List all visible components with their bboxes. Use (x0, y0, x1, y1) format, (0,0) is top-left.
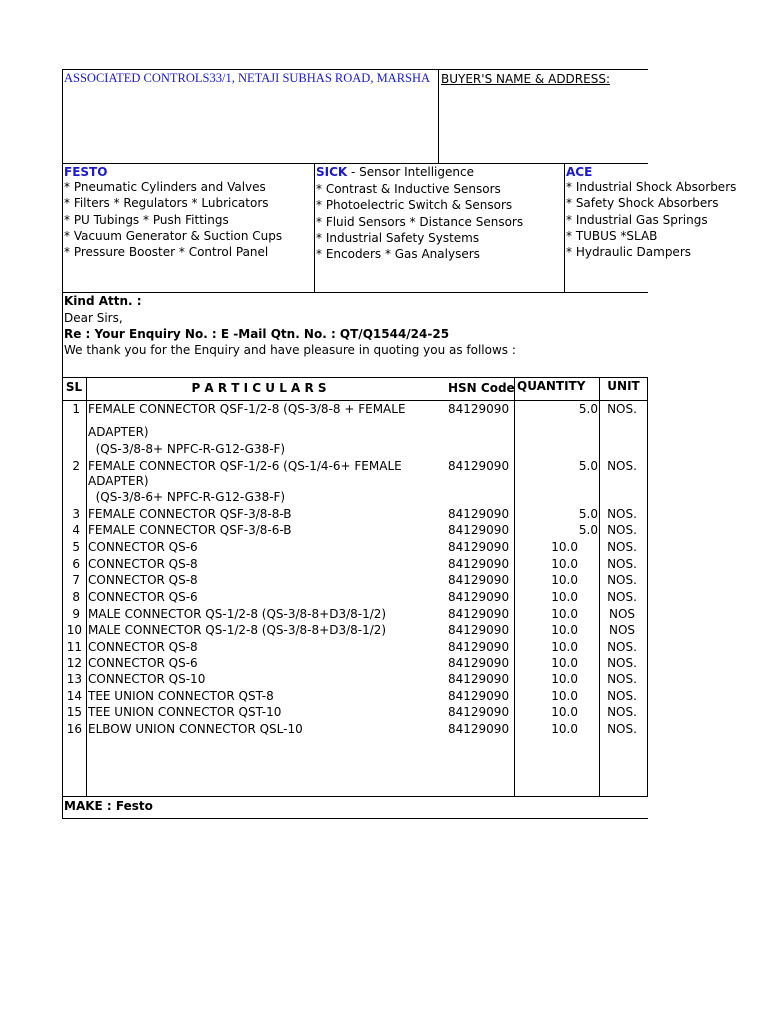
row-desc-cont: ADAPTER) (88, 425, 149, 439)
row-hsn: 84129090 (448, 557, 510, 571)
row-sl: 4 (72, 523, 80, 537)
row-hsn: 84129090 (448, 573, 510, 587)
row-hsn: 84129090 (448, 689, 510, 703)
row-unit: NOS (608, 623, 636, 637)
row-hsn: 84129090 (448, 722, 510, 736)
row-qty: 10.0 (551, 607, 578, 621)
row-unit: NOS. (607, 459, 637, 473)
row-hsn: 84129090 (448, 459, 510, 473)
row-desc: FEMALE CONNECTOR QSF-3/8-8-B (88, 507, 292, 521)
table-right-border (647, 377, 648, 797)
seller-buyer-divider (438, 69, 439, 164)
row-unit: NOS. (607, 705, 637, 719)
row-unit: NOS. (607, 557, 637, 571)
col-divider-sl (86, 377, 87, 797)
row-sl: 12 (66, 656, 82, 670)
table-bottom-border (62, 796, 648, 797)
row-qty: 10.0 (551, 573, 578, 587)
brand-ace-line: * TUBUS *SLAB (566, 229, 658, 243)
brand-festo-line: * Vacuum Generator & Suction Cups (64, 229, 283, 243)
greeting: Dear Sirs, (64, 311, 123, 325)
row-desc: CONNECTOR QS-8 (88, 557, 198, 571)
brand-ace-line: * Hydraulic Dampers (566, 245, 691, 259)
brand-ace-name: ACE (566, 165, 593, 179)
brand-festo-line: * Filters * Regulators * Lubricators (64, 196, 269, 210)
row-qty: 10.0 (551, 705, 578, 719)
row-hsn: 84129090 (448, 590, 510, 604)
row-unit: NOS. (607, 689, 637, 703)
header-quantity: QUANTITY (517, 379, 586, 393)
row-desc: ELBOW UNION CONNECTOR QSL-10 (88, 722, 303, 736)
row-qty: 10.0 (551, 689, 578, 703)
row-desc: MALE CONNECTOR QS-1/2-8 (QS-3/8-8+D3/8-1/2) (88, 607, 387, 621)
row-desc: FEMALE CONNECTOR QSF-1/2-6 (QS-1/4-6+ FEMALE (88, 459, 402, 473)
row-desc-cont: (QS-3/8-6+ NPFC-R-G12-G38-F) (88, 490, 286, 504)
thanks-line: We thank you for the Enquiry and have pleasure in quoting you as follows : (64, 343, 516, 357)
seller-name: ASSOCIATED CONTROLS33/1, NETAJI SUBHAS ROAD, MARSHA (64, 71, 431, 85)
make-bottom-border (62, 818, 648, 819)
row-unit: NOS. (607, 523, 637, 537)
row-sl: 14 (66, 689, 82, 703)
reference-line: Re : Your Enquiry No. : E -Mail Qtn. No. : QT/Q1544/24-25 (64, 327, 450, 341)
header-unit: UNIT (607, 379, 640, 393)
row-sl: 16 (66, 722, 82, 736)
row-hsn: 84129090 (448, 523, 510, 537)
row-qty: 10.0 (551, 590, 578, 604)
row-sl: 13 (66, 672, 82, 686)
row-qty: 10.0 (551, 640, 578, 654)
row-qty: 10.0 (551, 540, 578, 554)
kind-attn: Kind Attn. : (64, 294, 142, 308)
row-desc: TEE UNION CONNECTOR QST-10 (88, 705, 282, 719)
row-qty: 5.0 (578, 402, 598, 416)
row-sl: 6 (72, 557, 80, 571)
brand-sick-line: * Photoelectric Switch & Sensors (316, 198, 513, 212)
brand-sick-tagline: - Sensor Intelligence (347, 165, 474, 179)
row-unit: NOS. (607, 672, 637, 686)
brand-festo-line: * Pressure Booster * Control Panel (64, 245, 269, 259)
row-hsn: 84129090 (448, 705, 510, 719)
row-qty: 10.0 (551, 672, 578, 686)
brand-divider-1 (314, 163, 315, 292)
row-qty: 10.0 (551, 623, 578, 637)
row-unit: NOS. (607, 656, 637, 670)
header-hsn: HSN Code (448, 381, 515, 395)
brand-divider-2 (564, 163, 565, 292)
row-unit: NOS. (607, 507, 637, 521)
row-hsn: 84129090 (448, 402, 510, 416)
row-desc: CONNECTOR QS-6 (88, 590, 198, 604)
row-qty: 10.0 (551, 656, 578, 670)
row-qty: 5.0 (578, 459, 598, 473)
row-hsn: 84129090 (448, 640, 510, 654)
row-desc: CONNECTOR QS-10 (88, 672, 206, 686)
header-particulars: P A R T I C U L A R S (191, 381, 327, 395)
brand-ace-line: * Industrial Shock Absorbers (566, 180, 737, 194)
row-desc: FEMALE CONNECTOR QSF-1/2-8 (QS-3/8-8 + FEMALE (88, 402, 406, 416)
row-desc: TEE UNION CONNECTOR QST-8 (88, 689, 274, 703)
row-qty: 5.0 (578, 507, 598, 521)
row-unit: NOS. (607, 590, 637, 604)
row-desc-cont: (QS-3/8-8+ NPFC-R-G12-G38-F) (88, 442, 286, 456)
row-desc: CONNECTOR QS-6 (88, 540, 198, 554)
row-desc: CONNECTOR QS-8 (88, 640, 198, 654)
row-qty: 5.0 (578, 523, 598, 537)
row-hsn: 84129090 (448, 607, 510, 621)
row-hsn: 84129090 (448, 623, 510, 637)
row-desc: CONNECTOR QS-6 (88, 656, 198, 670)
row-hsn: 84129090 (448, 672, 510, 686)
brand-festo-name: FESTO (64, 165, 108, 179)
row-qty: 10.0 (551, 722, 578, 736)
row-unit: NOS. (607, 640, 637, 654)
row-desc: FEMALE CONNECTOR QSF-3/8-6-B (88, 523, 292, 537)
header-sl: SL (65, 380, 83, 394)
brands-bottom-border (62, 292, 648, 293)
row-unit: NOS. (607, 573, 637, 587)
buyer-label: BUYER'S NAME & ADDRESS: (441, 72, 610, 86)
row-unit: NOS. (607, 540, 637, 554)
row-sl: 15 (66, 705, 82, 719)
row-sl: 1 (72, 402, 80, 416)
row-sl: 9 (72, 607, 80, 621)
row-hsn: 84129090 (448, 540, 510, 554)
row-hsn: 84129090 (448, 507, 510, 521)
brand-ace (566, 164, 737, 291)
brand-sick-line: * Encoders * Gas Analysers (316, 247, 480, 261)
row-sl: 2 (72, 459, 80, 473)
brand-sick-name: SICK (316, 165, 348, 179)
make-line: MAKE : Festo (64, 799, 153, 813)
row-sl: 7 (72, 573, 80, 587)
row-unit: NOS. (607, 722, 637, 736)
brand-sick (316, 164, 562, 291)
brand-ace-line: * Industrial Gas Springs (566, 213, 708, 227)
row-sl: 5 (72, 540, 80, 554)
row-hsn: 84129090 (448, 656, 510, 670)
row-desc: MALE CONNECTOR QS-1/2-8 (QS-3/8-8+D3/8-1/2) (88, 623, 387, 637)
row-unit: NOS. (607, 402, 637, 416)
row-qty: 10.0 (551, 557, 578, 571)
row-sl: 10 (66, 623, 82, 637)
row-unit: NOS (608, 607, 636, 621)
brand-festo (64, 164, 312, 291)
row-sl: 3 (72, 507, 80, 521)
brand-ace-line: * Safety Shock Absorbers (566, 196, 719, 210)
brand-sick-line: * Industrial Safety Systems (316, 231, 480, 245)
row-desc: CONNECTOR QS-8 (88, 573, 198, 587)
row-sl: 11 (66, 640, 82, 654)
brand-festo-line: * PU Tubings * Push Fittings (64, 213, 229, 227)
brand-sick-line: * Fluid Sensors * Distance Sensors (316, 215, 524, 229)
brand-festo-line: * Pneumatic Cylinders and Valves (64, 180, 266, 194)
brand-sick-line: * Contrast & Inductive Sensors (316, 182, 501, 196)
row-sl: 8 (72, 590, 80, 604)
row-desc-cont: ADAPTER) (88, 474, 149, 488)
